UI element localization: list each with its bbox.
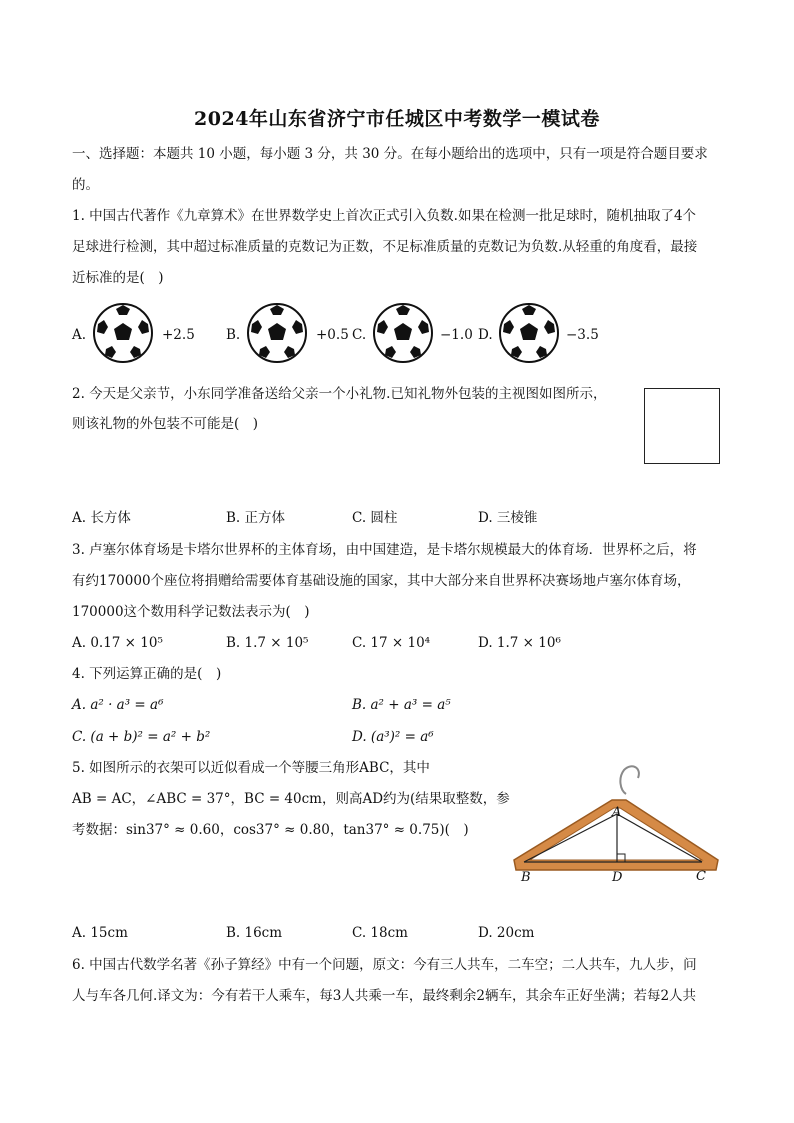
soccer-ball-icon <box>92 302 154 364</box>
q4-option-b: B. a² + a³ = a⁵ <box>352 697 451 713</box>
label-c: C <box>696 869 706 884</box>
q2-option-b: B. 正方体 <box>226 510 286 526</box>
q5-stem-line-1: 5. 如图所示的衣架可以近似看成一个等腰三角形ABC，其中 <box>72 760 430 776</box>
q3-option-c: C. 17 × 10⁴ <box>352 635 431 651</box>
q1-option-c-value: −1.0 <box>440 327 473 343</box>
q5-option-c: C. 18cm <box>352 925 408 941</box>
section-heading-line-2: 的。 <box>72 177 99 193</box>
q3-option-a: A. 0.17 × 10⁵ <box>72 635 163 651</box>
q1-option-d-letter: D. <box>478 327 493 343</box>
q6-stem-line-2: 人与车各几何.译文为：今有若干人乘车，每3人共乘一车，最终剩余2辆车，其余车正好坐满；若每2人共 <box>72 988 697 1004</box>
q4-option-d: D. (a³)² = a⁶ <box>352 729 434 745</box>
q1-stem-line-2: 足球进行检测，其中超过标准质量的克数记为正数，不足标准质量的克数记为负数.从轻重的角度看，最接 <box>72 239 698 255</box>
page-title: 2024年山东省济宁市任城区中考数学一模试卷 <box>194 108 600 130</box>
soccer-ball-icon <box>246 302 308 364</box>
q3-stem-line-1: 3. 卢塞尔体育场是卡塔尔世界杯的主体育场，由中国建造，是卡塔尔规模最大的体育场．世界杯之后，将 <box>72 542 697 558</box>
q1-option-b-value: +0.5 <box>316 327 349 343</box>
label-a: A <box>612 805 622 820</box>
q1-option-b-letter: B. <box>226 327 241 343</box>
q1-stem-line-1: 1. 中国古代著作《九章算术》在世界数学史上首次正式引入负数.如果在检测一批足球时，随机抽取了4个 <box>72 208 697 224</box>
q2-option-d: D. 三棱锥 <box>478 510 538 526</box>
q3-stem-line-2: 有约170000个座位将捐赠给需要体育基础设施的国家，其中大部分来自世界杯决赛场地卢塞尔体育场， <box>72 573 691 589</box>
q3-stem-line-3: 170000这个数用科学记数法表示为( ) <box>72 604 310 620</box>
q2-option-c: C. 圆柱 <box>352 510 398 526</box>
q1-option-a-letter: A. <box>72 327 87 343</box>
q1-option-a-value: +2.5 <box>162 327 195 343</box>
q4-option-a: A. a² · a³ = a⁶ <box>72 697 164 713</box>
q2-stem-line-1: 2. 今天是父亲节，小东同学准备送给父亲一个小礼物.已知礼物外包装的主视图如图所示， <box>72 386 607 402</box>
q2-option-a: A. 长方体 <box>72 510 131 526</box>
q1-option-d-value: −3.5 <box>566 327 599 343</box>
q2-front-view-square <box>644 388 720 464</box>
section-heading-line-1: 一、选择题：本题共 10 小题，每小题 3 分，共 30 分。在每小题给出的选项中，只有一项是符合题目要求 <box>72 146 708 162</box>
soccer-ball-icon <box>372 302 434 364</box>
q5-option-d: D. 20cm <box>478 925 535 941</box>
q5-stem-line-3: 考数据：sin37° ≈ 0.60，cos37° ≈ 0.80，tan37° ≈ 0.75)( ) <box>72 822 469 838</box>
q2-stem-line-2: 则该礼物的外包装不可能是( ) <box>72 416 259 432</box>
q3-option-d: D. 1.7 × 10⁶ <box>478 635 561 651</box>
q5-stem-line-2: AB = AC，∠ABC = 37°，BC = 40cm，则高AD约为(结果取整数，参 <box>72 791 510 807</box>
q5-option-b: B. 16cm <box>226 925 283 941</box>
q4-stem: 4. 下列运算正确的是( ) <box>72 666 222 682</box>
q1-option-c-letter: C. <box>352 327 367 343</box>
coat-hanger-figure <box>508 760 724 886</box>
q3-option-b: B. 1.7 × 10⁵ <box>226 635 309 651</box>
q6-stem-line-1: 6. 中国古代数学名著《孙子算经》中有一个问题，原文：今有三人共车，二车空；二人共车，九人步，问 <box>72 957 697 973</box>
hanger-hook <box>620 766 639 794</box>
q5-option-a: A. 15cm <box>72 925 128 941</box>
q4-option-c: C. (a + b)² = a² + b² <box>72 729 211 745</box>
soccer-ball-icon <box>498 302 560 364</box>
q1-stem-line-3: 近标准的是( ) <box>72 270 164 286</box>
label-d: D <box>612 870 623 885</box>
label-b: B <box>521 870 531 885</box>
